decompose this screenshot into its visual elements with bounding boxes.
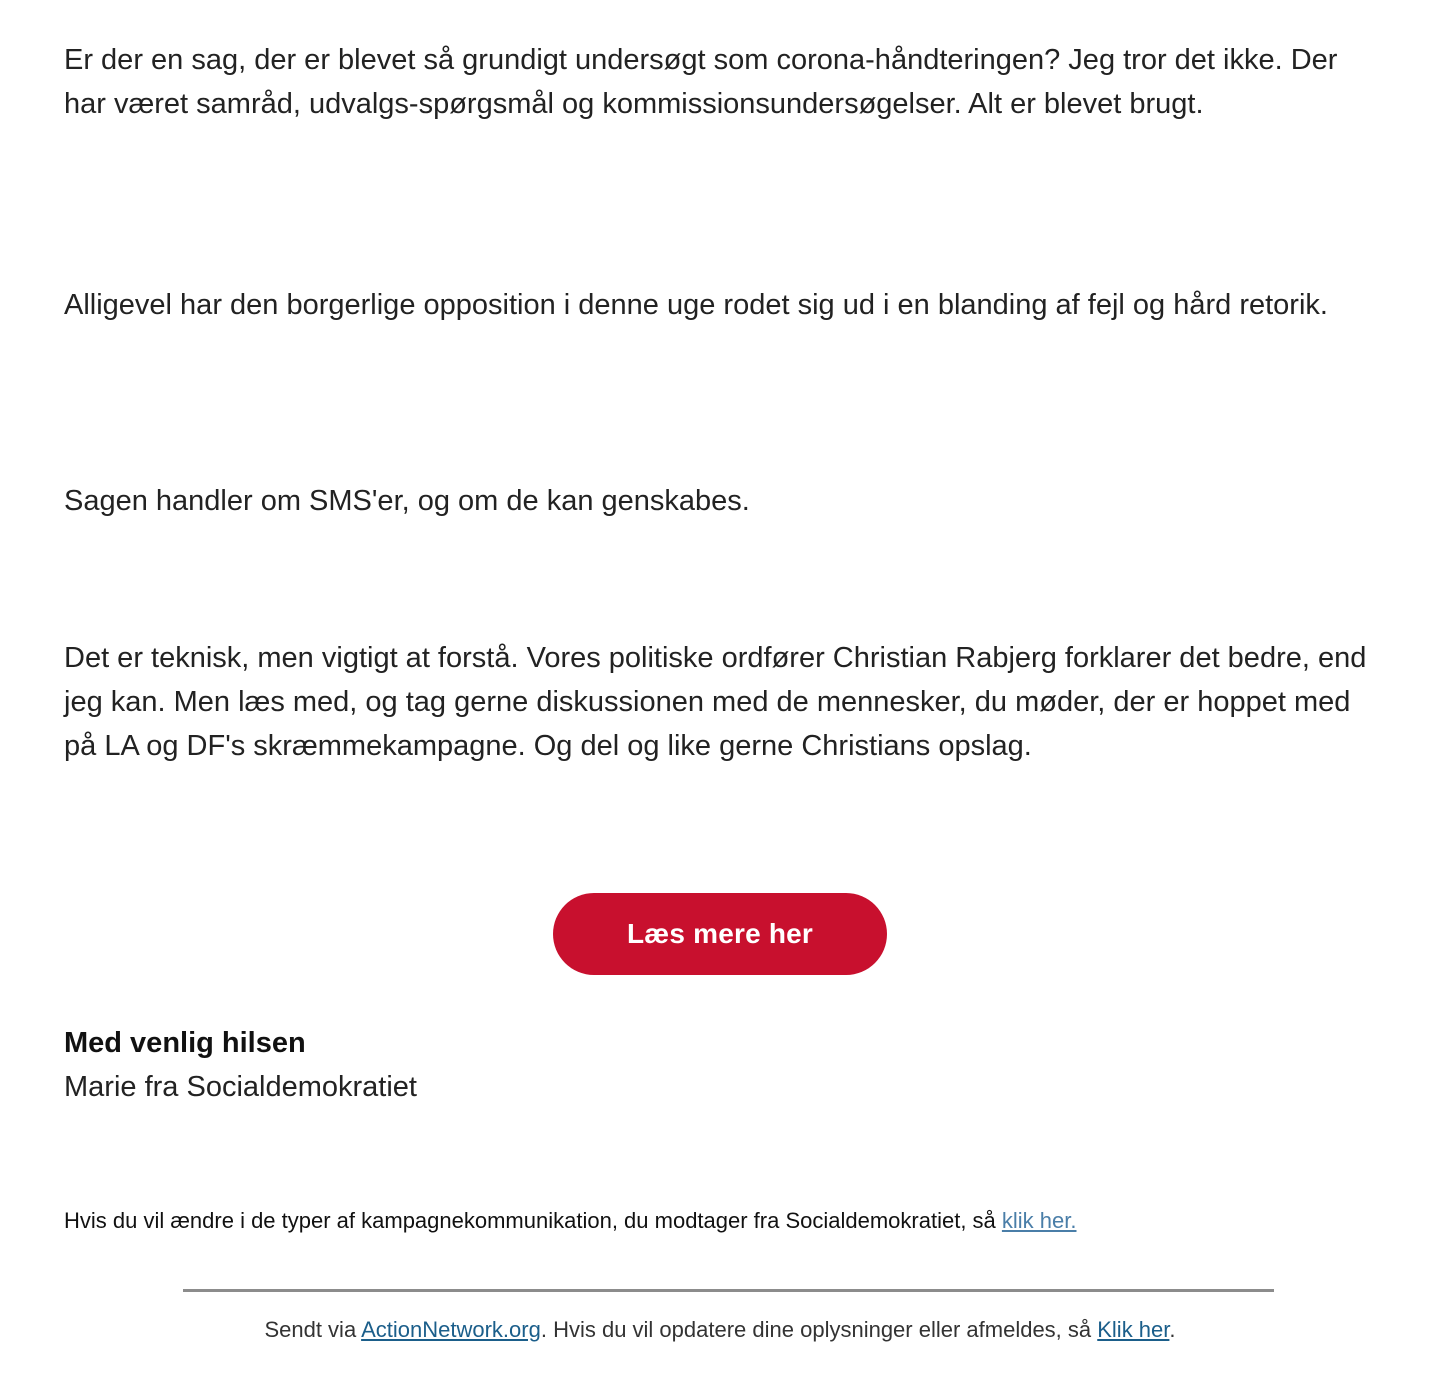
footer-divider bbox=[183, 1289, 1274, 1292]
footer-prefix: Sendt via bbox=[264, 1317, 362, 1342]
footer-suffix: . bbox=[1169, 1317, 1176, 1342]
body-paragraph-2: Alligevel har den borgerlige opposition i denne uge rodet sig ud i en blanding af fejl og hård retorik. bbox=[64, 289, 1328, 321]
body-paragraph-1: Er der en sag, der er blevet så grundigt undersøgt som corona-håndteringen? Jeg tror det ikke. Der har været samråd, udvalgs-spørgsmål og kommissionsundersøgelser. Alt er blevet brugt. bbox=[64, 44, 1338, 120]
signature-name: Marie fra Socialdemokratiet bbox=[64, 1071, 417, 1103]
signature bbox=[64, 1021, 417, 1109]
body-paragraph-4: Det er teknisk, men vigtigt at forstå. Vores politiske ordfører Christian Rabjerg forklarer det bedre, end jeg kan. Men læs med, og tag gerne diskussionen med de mennesker, du møder, der er hoppet med på LA og DF's skræmmekampagne. Og del og like gerne Christians opslag. bbox=[64, 642, 1367, 762]
read-more-button[interactable]: Læs mere her bbox=[553, 893, 887, 975]
preferences-text: Hvis du vil ændre i de typer af kampagnekommunikation, du modtager fra Socialdemokratiet, så bbox=[64, 1208, 1002, 1233]
signature-greeting: Med venlig hilsen bbox=[64, 1027, 306, 1059]
preferences-notice bbox=[64, 1205, 1077, 1237]
preferences-link[interactable]: klik her. bbox=[1001, 1208, 1077, 1233]
footer-middle: . Hvis du vil opdatere dine oplysninger eller afmeldes, så bbox=[540, 1317, 1098, 1342]
unsubscribe-link[interactable]: Klik her bbox=[1097, 1317, 1170, 1342]
body-paragraph-3: Sagen handler om SMS'er, og om de kan genskabes. bbox=[64, 485, 750, 517]
actionnetwork-link[interactable]: ActionNetwork.org bbox=[361, 1317, 541, 1342]
cta-container bbox=[0, 893, 1440, 975]
footer bbox=[0, 1314, 1440, 1346]
